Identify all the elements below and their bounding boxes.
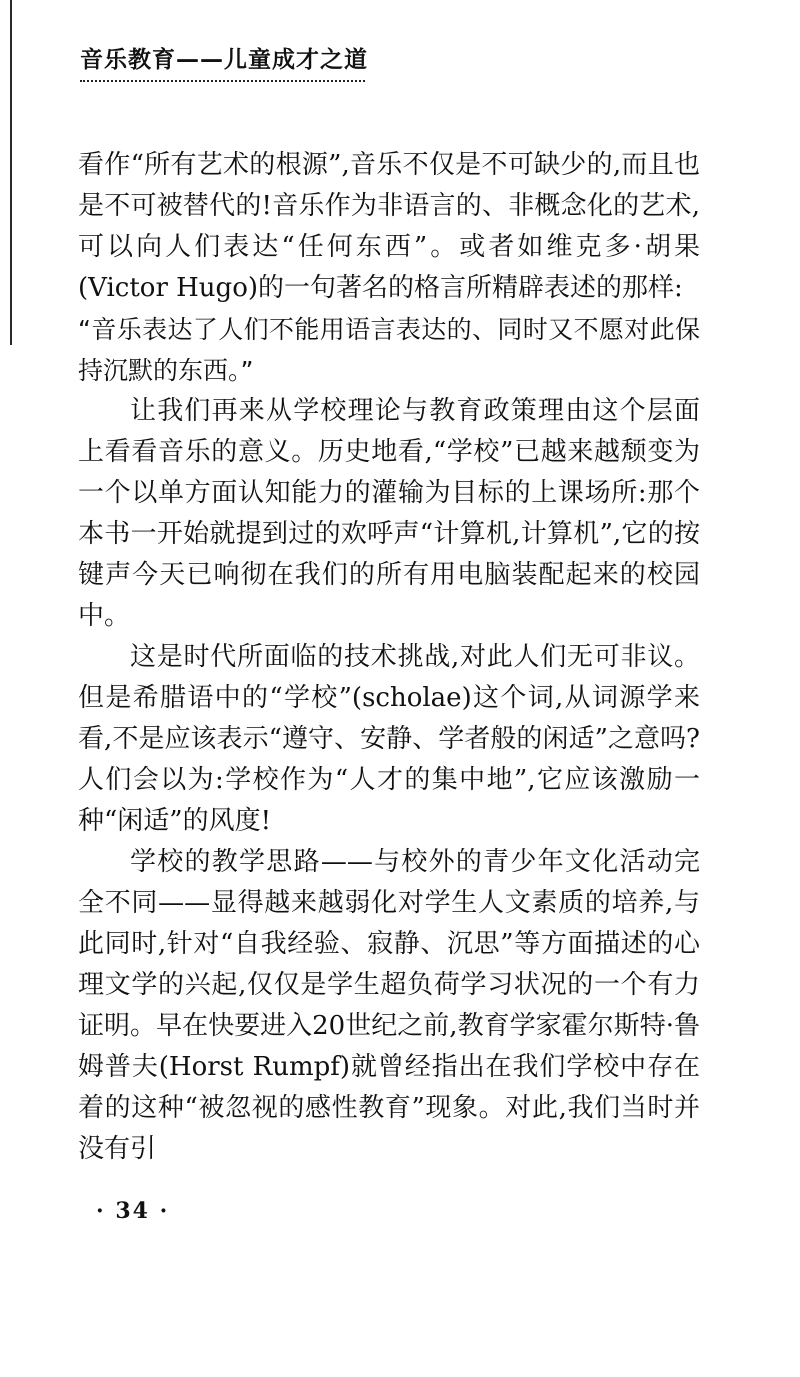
paragraph: 这是时代所面临的技术挑战,对此人们无可非议。但是希腊语中的“学校”(scholae)这个词,从词源学来看,不是应该表示“遵守、安静、学者般的闲适”之意吗?人们会以为:学校作为“人才的集中地”,它应该激励一种“闲适”的风度! [78, 642, 700, 836]
page-number: · 34 · [96, 1198, 170, 1224]
paragraph: 学校的教学思路——与校外的青少年文化活动完全不同——显得越来越弱化对学生人文素质的培养,与此同时,针对“自我经验、寂静、沉思”等方面描述的心理文学的兴起,仅仅是学生超负荷学习状况的一个有力证明。早在快要进入20世纪之前,教育学家霍尔斯特·鲁姆普夫(Horst Rumpf)就曾经指出在我们学校中存在着的这种“被忽视的感性教育”现象。对此,我们当时并没有引 [78, 847, 700, 1164]
paragraph: 让我们再来从学校理论与教育政策理由这个层面上看看音乐的意义。历史地看,“学校”已越来越颓变为一个以单方面认知能力的灌输为目标的上课场所:那个本书一开始就提到过的欢呼声“计算机,计算机”,它的按键声今天已响彻在我们的所有用电脑装配起来的校园中。 [78, 396, 700, 631]
body-text [78, 145, 700, 1170]
running-head-title: 音乐教育——儿童成才之道 [80, 47, 368, 73]
paragraph-continued: 看作“所有艺术的根源”,音乐不仅是不可缺少的,而且也是不可被替代的!音乐作为非语言的、非概念化的艺术,可以向人们表达“任何东西”。或者如维克多·胡果(Victor Hugo)的一句著名的格言所精辟表述的那样: [78, 150, 700, 303]
quote-paragraph: “音乐表达了人们不能用语言表达的、同时又不愿对此保持沉默的东西。” [78, 315, 700, 385]
page-spine-line [10, 0, 12, 345]
running-head-rule [80, 80, 365, 82]
